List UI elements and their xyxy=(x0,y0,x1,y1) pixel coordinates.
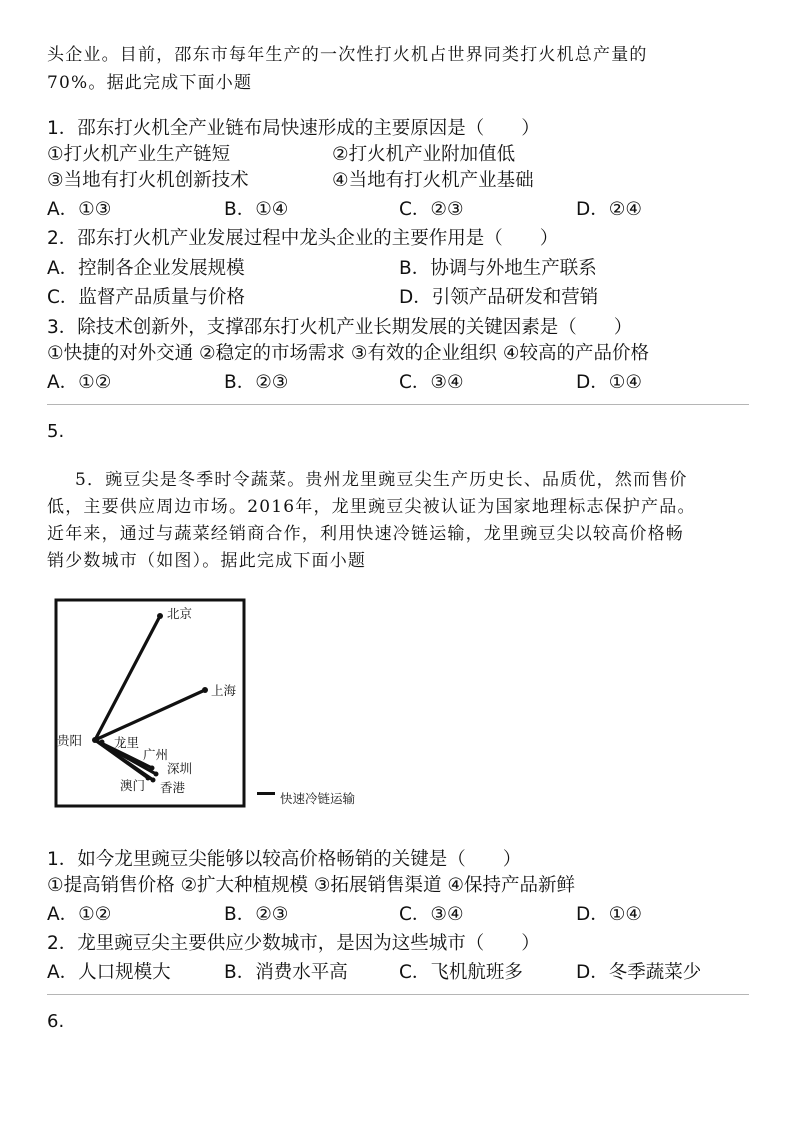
question-a1-stem: 1．邵东打火机全产业链布局快速形成的主要原因是（ ） xyxy=(47,118,540,139)
shenzhen-dot xyxy=(154,772,159,777)
legend-line-swatch xyxy=(257,792,275,795)
question-a2-option-b[interactable]: B．协调与外地生产联系 xyxy=(399,258,597,279)
question-a3-statements: ①快捷的对外交通 ②稳定的市场需求 ③有效的企业组织 ④较高的产品价格 xyxy=(47,343,649,364)
question-a2-option-c[interactable]: C．监督产品质量与价格 xyxy=(47,287,245,308)
question-a1-statement-4: ④当地有打火机产业基础 xyxy=(332,170,534,191)
label-beijing: 北京 xyxy=(167,606,193,621)
passage-a-line-2: 70%。据此完成下面小题 xyxy=(47,73,253,93)
question-b1-option-c[interactable]: C．③④ xyxy=(399,904,464,925)
question-b2-option-c[interactable]: C．飞机航班多 xyxy=(399,962,523,983)
section-divider xyxy=(47,404,749,405)
question-a1-option-a[interactable]: A．①③ xyxy=(47,199,112,220)
question-a2-stem: 2．邵东打火机产业发展过程中龙头企业的主要作用是（ ） xyxy=(47,228,559,249)
question-a1-statement-2: ②打火机产业附加值低 xyxy=(332,144,516,165)
macau-dot xyxy=(146,776,151,781)
passage-5-line-1: 5．豌豆尖是冬季时令蔬菜。贵州龙里豌豆尖生产历史长、品质优，然而售价 xyxy=(75,470,688,490)
label-macau: 澳门 xyxy=(120,778,146,793)
passage-a-line-1: 头企业。目前，邵东市每年生产的一次性打火机占世界同类打火机总产量的 xyxy=(47,45,648,65)
passage-5-line-3: 近年来，通过与蔬菜经销商合作，利用快速冷链运输，龙里豌豆尖以较高价格畅 xyxy=(47,524,684,544)
map-frame xyxy=(56,600,244,806)
guiyang-dot xyxy=(92,737,98,743)
beijing-dot xyxy=(157,613,163,619)
question-b2-option-a[interactable]: A．人口规模大 xyxy=(47,962,171,983)
longli-dot xyxy=(100,740,105,745)
question-a1-option-b[interactable]: B．①④ xyxy=(224,199,289,220)
section-6-number: 6. xyxy=(47,1011,65,1032)
question-b1-statements: ①提高销售价格 ②扩大种植规模 ③拓展销售渠道 ④保持产品新鲜 xyxy=(47,875,575,896)
label-guangzhou: 广州 xyxy=(143,747,169,762)
question-a3-option-a[interactable]: A．①② xyxy=(47,372,112,393)
section-5-number: 5. xyxy=(47,421,65,442)
legend-label: 快速冷链运输 xyxy=(280,791,356,806)
question-b1-option-a[interactable]: A．①② xyxy=(47,904,112,925)
question-b1-option-d[interactable]: D．①④ xyxy=(576,904,642,925)
label-hongkong: 香港 xyxy=(160,780,186,795)
question-b1-stem: 1．如今龙里豌豆尖能够以较高价格畅销的关键是（ ） xyxy=(47,849,522,870)
section-divider xyxy=(47,994,749,995)
label-shanghai: 上海 xyxy=(211,683,237,698)
question-a1-statement-3: ③当地有打火机创新技术 xyxy=(47,170,249,191)
guangzhou-dot xyxy=(150,766,155,771)
question-a1-option-d[interactable]: D．②④ xyxy=(576,199,642,220)
question-a3-option-d[interactable]: D．①④ xyxy=(576,372,642,393)
question-a1-statement-1: ①打火机产业生产链短 xyxy=(47,144,231,165)
cold-chain-map xyxy=(50,596,250,808)
question-b1-option-b[interactable]: B．②③ xyxy=(224,904,289,925)
question-a1-option-c[interactable]: C．②③ xyxy=(399,199,464,220)
question-b2-option-d[interactable]: D．冬季蔬菜少 xyxy=(576,962,702,983)
passage-5-line-4: 销少数城市（如图）。据此完成下面小题 xyxy=(47,551,367,571)
label-guiyang: 贵阳 xyxy=(57,733,83,748)
question-a2-option-a[interactable]: A．控制各企业发展规模 xyxy=(47,258,245,279)
question-a2-option-d[interactable]: D．引领产品研发和营销 xyxy=(399,287,599,308)
question-a3-option-b[interactable]: B．②③ xyxy=(224,372,289,393)
question-a3-stem: 3．除技术创新外，支撑邵东打火机产业长期发展的关键因素是（ ） xyxy=(47,317,633,338)
question-b2-stem: 2．龙里豌豆尖主要供应少数城市，是因为这些城市（ ） xyxy=(47,933,540,954)
hongkong-dot xyxy=(151,778,156,783)
label-longli: 龙里 xyxy=(114,735,140,750)
label-shenzhen: 深圳 xyxy=(167,761,193,776)
question-a3-option-c[interactable]: C．③④ xyxy=(399,372,464,393)
passage-5-line-2: 低，主要供应周边市场。2016年，龙里豌豆尖被认证为国家地理标志保护产品。 xyxy=(47,497,696,517)
shanghai-dot xyxy=(202,687,208,693)
question-b2-option-b[interactable]: B．消费水平高 xyxy=(224,962,348,983)
